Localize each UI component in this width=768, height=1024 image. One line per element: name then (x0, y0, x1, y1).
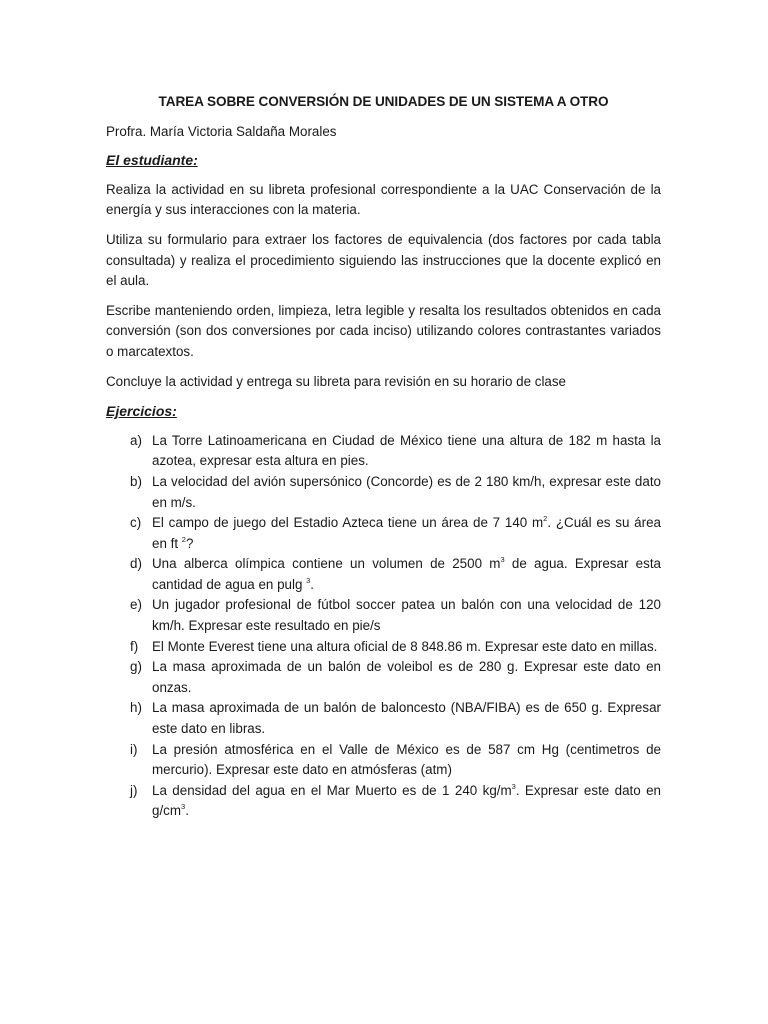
exercise-marker: h) (130, 700, 142, 716)
exercise-marker: b) (130, 473, 142, 489)
exercise-text: El Monte Everest tiene una altura oficial de 8 848.86 m. Expresar este dato en millas. (152, 638, 658, 654)
exercise-item (130, 513, 661, 554)
superscript: 3 (511, 781, 516, 791)
exercise-marker: c) (130, 515, 142, 531)
superscript: 2 (181, 534, 186, 544)
exercise-text: La Torre Latinoamericana en Ciudad de México tiene una altura de 182 m hasta la azotea, expresar esta altura en pies. (152, 432, 661, 469)
instruction-paragraph: Realiza la actividad en su libreta profesional correspondiente a la UAC Conservación de la energía y sus interacciones con la materia. (106, 181, 661, 218)
teacher-name: Profra. María Victoria Saldaña Morales (106, 123, 337, 139)
exercise-marker: f) (130, 638, 139, 654)
superscript: 3 (181, 802, 186, 812)
exercise-text: Un jugador profesional de fútbol soccer patea un balón con una velocidad de 120 km/h. Expresar este resultado en pie/s (152, 597, 661, 634)
exercise-item (130, 431, 661, 472)
exercise-item (130, 781, 661, 822)
exercise-marker: i) (130, 741, 138, 757)
exercise-item (130, 637, 661, 658)
exercise-marker: e) (130, 597, 142, 613)
instruction-paragraph: Escribe manteniendo orden, limpieza, letra legible y resalta los resultados obtenidos en cada conversión (son dos conversiones por cada inciso) utilizando colores contrastantes variados o marcatextos. (106, 302, 661, 359)
exercise-item (130, 657, 661, 698)
exercise-text: El campo de juego del Estadio Azteca tiene un área de 7 140 $m^2$. ¿Cuál es su área en ft $^2$? (152, 514, 661, 551)
exercise-text: Una alberca olímpica contiene un volumen de 2500 $m^3$ de agua. Expresar esta cantidad de agua en pulg $^3$. (152, 555, 661, 592)
exercise-text: La velocidad del avión supersónico (Concorde) es de 2 180 km/h, expresar este dato en m/s. (152, 473, 661, 510)
exercises-heading: Ejercicios: (106, 403, 177, 420)
exercise-item (130, 595, 661, 636)
superscript: 2 (543, 514, 548, 524)
exercise-item (130, 554, 661, 595)
document-page (106, 92, 661, 822)
exercise-text: La masa aproximada de un balón de voleibol es de 280 g. Expresar este dato en onzas. (152, 659, 661, 695)
exercise-marker: j) (130, 782, 138, 798)
exercise-marker: g) (130, 659, 142, 675)
instruction-paragraph: Utiliza su formulario para extraer los factores de equivalencia (dos factores por cada tabla consultada) y realiza el procedimiento siguiendo las instrucciones que la docente explicó en el aula. (106, 231, 661, 289)
student-heading: El estudiante: (106, 152, 198, 169)
exercise-item (130, 472, 661, 513)
superscript: 3 (306, 575, 311, 585)
exercise-item (130, 698, 661, 739)
document-title: TAREA SOBRE CONVERSIÓN DE UNIDADES DE UN SISTEMA A OTRO (158, 94, 609, 109)
exercise-item (130, 740, 661, 781)
exercise-marker: a) (130, 432, 142, 448)
superscript: 3 (500, 555, 505, 565)
exercise-text: La presión atmosférica en el Valle de México es de 587 cm Hg (centimetros de mercurio). Expresar este dato en atmósferas (atm) (152, 741, 661, 778)
exercise-text: La densidad del agua en el Mar Muerto es de 1 240 $kg/m^3$. Expresar este dato en $g/cm^3$. (152, 781, 661, 819)
instruction-paragraph: Concluye la actividad y entrega su libreta para revisión en su horario de clase (106, 373, 567, 389)
exercise-text: La masa aproximada de un balón de baloncesto (NBA/FIBA) es de 650 g. Expresar este dato en libras. (152, 700, 661, 737)
exercise-list (106, 431, 661, 822)
exercise-marker: d) (130, 556, 142, 572)
